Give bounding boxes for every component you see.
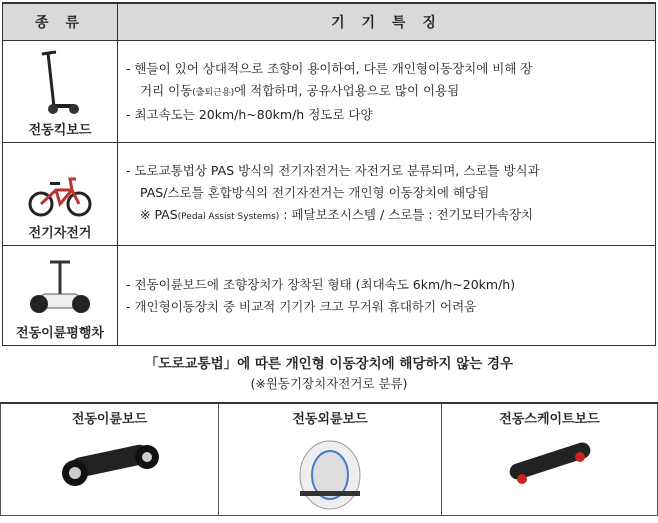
excluded-device-cell (1, 403, 219, 516)
row-name-cell (3, 41, 118, 143)
device-table (2, 2, 656, 346)
row-description (118, 41, 656, 143)
unicycle-image (295, 433, 365, 513)
device-name: 전동스케이트보드 (499, 412, 600, 427)
text: 거리 이동 (140, 82, 193, 98)
text: ※ PAS (140, 207, 178, 222)
kickboard-image (40, 49, 80, 115)
excluded-devices-table (0, 402, 658, 516)
header-type: 종 류 (3, 3, 118, 41)
row-description (118, 246, 656, 346)
segway-image (30, 256, 90, 318)
row-name-cell (3, 246, 118, 346)
table-header (3, 3, 656, 41)
table-row (3, 143, 656, 246)
description-line (126, 80, 647, 104)
device-name: 전동이륜보드 (71, 412, 148, 427)
header-features: 기 기 특 징 (118, 3, 656, 41)
text-note: (출퇴근용) (192, 87, 235, 98)
hoverboard-image (55, 433, 165, 493)
row-name-cell (3, 143, 118, 246)
description-line: - 개인형이동장치 중 비교적 기기가 크고 무거워 휴대하기 어려움 (126, 298, 477, 314)
description-line: - 전동이륜보드에 조향장치가 장착된 형태 (최대속도 6km/h~20km/h) (126, 276, 516, 292)
caption-title: 「도로교통법」에 따른 개인형 이동장치에 해당하지 않는 경우 (144, 356, 514, 372)
excluded-device-cell (442, 403, 658, 516)
table-row (3, 41, 656, 143)
description-line: - 최고속도는 20km/h~80km/h 정도로 다양 (126, 106, 373, 122)
description-line (126, 204, 647, 228)
table-row (3, 246, 656, 346)
description-line: PAS/스로틀 혼합방식의 전기자전거는 개인형 이동장치에 해당됨 (140, 185, 490, 200)
device-name: 전동외륜보드 (292, 412, 368, 427)
excluded-device-cell (219, 403, 442, 516)
text: : 페달보조시스템 / 스로틀 : 전기모터가속장치 (279, 207, 534, 222)
description-line: - 핸들이 있어 상대적으로 조향이 용이하여, 다른 개인형이동장치에 비해 장 (126, 60, 533, 76)
row-description (118, 143, 656, 246)
row-name: 전기자전거 (28, 226, 92, 241)
caption-subtitle: (※원동기장치자전거로 분류) (250, 376, 408, 391)
skateboard-image (500, 433, 600, 493)
description-line: - 도로교통법상 PAS 방식의 전기자전거는 자전거로 분류되며, 스로틀 방식과 (126, 163, 540, 178)
row-name: 전동킥보드 (28, 123, 92, 138)
text: 에 적합하며, 공유사업용으로 많이 이용됨 (234, 82, 460, 98)
row-name: 전동이륜평행차 (16, 326, 104, 341)
ebike-image (28, 174, 92, 218)
text-note: (Pedal Assist Systems) (177, 212, 280, 222)
